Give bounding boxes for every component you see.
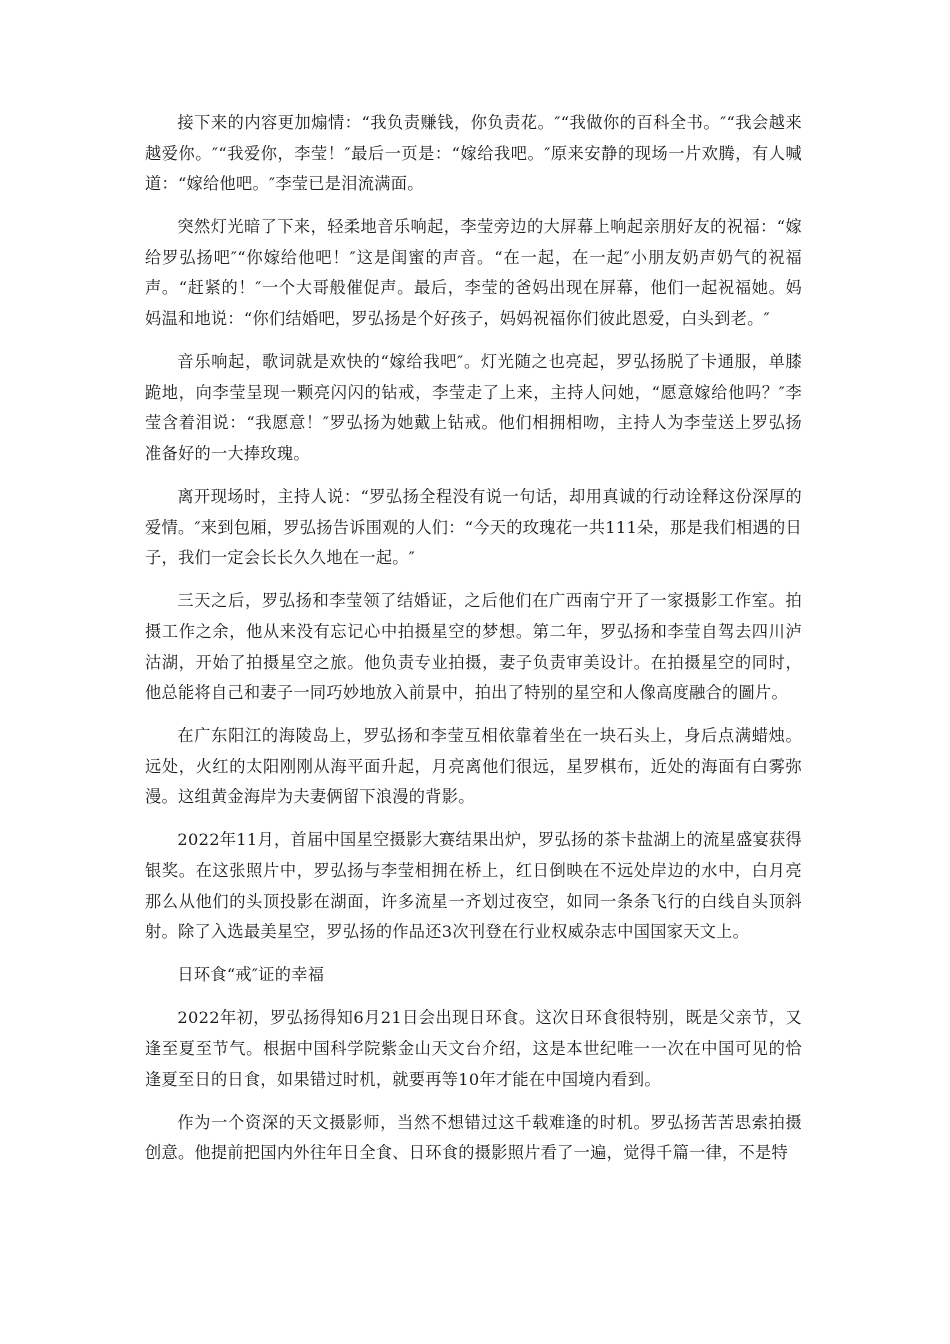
article-body: [145, 108, 802, 1181]
paragraph-award: 2022年11月，首届中国星空摄影大赛结果出炉，罗弘扬的茶卡盐湖上的流星盛宴获得银奖。在这张照片中，罗弘扬与李莹相拥在桥上，红日倒映在不远处岸边的水中，白月亮那么从他们的头顶投影在湖面，许多流星一齐划过夜空，如同一条条飞行的白线自头顶斜射。除了入选最美星空，罗弘扬的作品还3次刊登在行业权威杂志中国国家天文上。: [145, 830, 802, 942]
paragraph-ring: 音乐响起，歌词就是欢快的“嫁给我吧″。灯光随之也亮起，罗弘扬脱了卡通服，单膝跪地，向李莹呈现一颗亮闪闪的钻戒，李莹走了上来，主持人问她，“愿意嫁给他吗？″李莹含着泪说：“我愿意！″罗弘扬为她戴上钻戒。他们相拥相吻，主持人为李莹送上罗弘扬准备好的一大捧玫瑰。: [145, 352, 802, 463]
paragraph-eclipse-news: 2022年初，罗弘扬得知6月21日会出现日环食。这次日环食很特别，既是父亲节，又逢至夏至节气。根据中国科学院紫金山天文台介绍，这是本世纪唯一一次在中国可见的恰逢夏至日的日食，如果错过时机，就要再等10年才能在中国境内看到。: [145, 1008, 802, 1089]
section-subheading: 日环食“戒″证的幸福: [177, 965, 325, 985]
paragraph-proposal-text: 接下来的内容更加煽情：“我负责赚钱，你负责花。″“我做你的百科全书。″“我会越来越爱你。″“我爱你，李莹！″最后一页是：“嫁给我吧。″原来安静的现场一片欢腾，有人喊道：“嫁给他吧。″李莹已是泪流满面。: [145, 113, 802, 194]
paragraph-leaving: 离开现场时，主持人说：“罗弘扬全程没有说一句话，却用真诚的行动诠释这份深厚的爱情。″来到包厢，罗弘扬告诉围观的人们：“今天的玫瑰花一共111朵，那是我们相遇的日子，我们一定会长长久久地在一起。″: [145, 487, 802, 568]
paragraph-hailing-island: 在广东阳江的海陵岛上，罗弘扬和李莹互相依靠着坐在一块石头上，身后点满蜡烛。远处，火红的太阳刚刚从海平面升起，月亮离他们很远，星罗棋布，近处的海面有白雾弥漫。这组黄金海岸为夫妻俩留下浪漫的背影。: [145, 726, 802, 807]
paragraph-eclipse-idea: 作为一个资深的天文摄影师，当然不想错过这千载难逢的时机。罗弘扬苦苦思索拍摄创意。他提前把国内外往年日全食、日环食的摄影照片看了一遍，觉得千篇一律，不是特: [145, 1112, 802, 1163]
paragraph-blessings: 突然灯光暗了下来，轻柔地音乐响起，李莹旁边的大屏幕上响起亲朋好友的祝福：“嫁给罗弘扬吧″“你嫁给他吧！″这是闺蜜的声音。“在一起，在一起″小朋友奶声奶气的祝福声。“赶紧的！″一个大哥般催促声。最后，李莹的爸妈出现在屏幕，他们一起祝福她。妈妈温和地说：“你们结婚吧，罗弘扬是个好孩子，妈妈祝福你们彼此恩爱，白头到老。″: [145, 217, 802, 329]
paragraph-studio: 三天之后，罗弘扬和李莹领了结婚证，之后他们在广西南宁开了一家摄影工作室。拍摄工作之余，他从来没有忘记心中拍摄星空的梦想。第二年，罗弘扬和李莹自驾去四川泸沽湖，开始了拍摄星空之旅。他负责专业拍摄，妻子负责审美设计。在拍摄星空的同时，他总能将自己和妻子一同巧妙地放入前景中，拍出了特别的星空和人像高度融合的圖片。: [145, 591, 802, 703]
